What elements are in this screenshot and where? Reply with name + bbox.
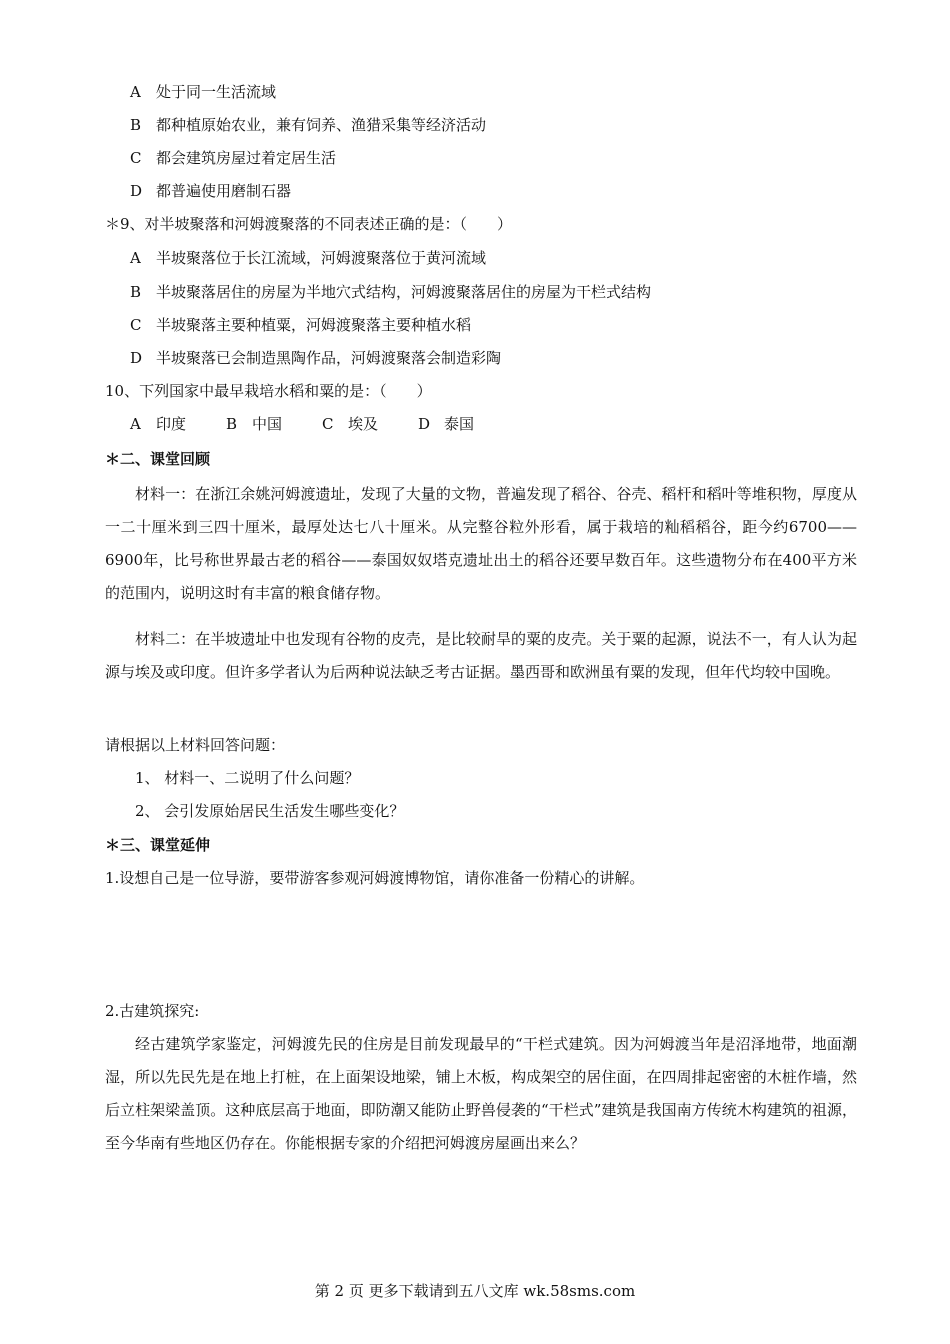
q10-options <box>130 414 514 434</box>
option-letter: B <box>226 415 238 433</box>
section3-task2-body: 经古建筑学家鉴定，河姆渡先民的住房是目前发现最早的“干栏式建筑。因为河姆渡当年是沼泽地带，地面潮湿，所以先民先是在地上打桩，在上面架设地梁，铺上木板，构成架空的居住面，在四周排起密密的木桩作墙，然后立柱架梁盖顶。这种底层高于地面，即防潮又能防止野兽侵袭的“干栏式”建筑是我国南方传统木构建筑的祖源，至今华南有些地区仍存在。你能根据专家的介绍把河姆渡房屋画出来么？ <box>105 1035 857 1152</box>
option-text: 半坡聚落位于长江流域，河姆渡聚落位于黄河流域 <box>156 249 487 267</box>
q8-option-b <box>130 115 486 135</box>
section3-task2-title: 2.古建筑探究: <box>105 1002 200 1020</box>
option-text: 印度 <box>156 415 187 433</box>
q10-stem: 10、下列国家中最早栽培水稻和粟的是：（ ） <box>105 382 432 400</box>
q9-option-b <box>130 282 651 302</box>
q10-option-d <box>418 414 474 434</box>
option-text: 都普遍使用磨制石器 <box>156 182 292 200</box>
option-letter: A <box>130 83 141 101</box>
q8-option-d <box>130 181 291 201</box>
q9-stem: ＊9、对半坡聚落和河姆渡聚落的不同表述正确的是：（ ） <box>105 215 513 233</box>
q9-option-d <box>130 348 501 368</box>
option-letter: C <box>322 415 334 433</box>
option-text: 半坡聚落已会制造黑陶作品，河姆渡聚落会制造彩陶 <box>156 349 502 367</box>
section2-material2: 材料二：在半坡遗址中也发现有谷物的皮壳，是比较耐旱的粟的皮壳。关于粟的起源，说法不一，有人认为起源与埃及或印度。但许多学者认为后两种说法缺乏考古证据。墨西哥和欧洲虽有粟的发现，但年代均较中国晚。 <box>105 630 857 681</box>
section3-task1: 1.设想自己是一位导游，要带游客参观河姆渡博物馆，请你准备一份精心的讲解。 <box>105 869 645 887</box>
option-letter: D <box>418 415 431 433</box>
section2-question-1: 1、 材料一、二说明了什么问题？ <box>135 769 360 787</box>
section2-prompt: 请根据以上材料回答问题： <box>105 736 286 754</box>
page-footer: 第 2 页 更多下载请到五八文库 wk.58sms.com <box>314 1282 636 1300</box>
section2-question-2: 2、 会引发原始居民生活发生哪些变化？ <box>135 802 405 820</box>
option-letter: D <box>130 182 143 200</box>
option-letter: A <box>130 415 141 433</box>
option-letter: B <box>130 283 142 301</box>
option-text: 都种植原始农业，兼有饲养、渔猎采集等经济活动 <box>156 116 487 134</box>
option-text: 都会建筑房屋过着定居生活 <box>156 149 337 167</box>
option-letter: A <box>130 249 141 267</box>
option-text: 中国 <box>252 415 283 433</box>
option-text: 泰国 <box>444 415 475 433</box>
q9-option-a <box>130 248 486 268</box>
q10-option-b <box>226 414 282 434</box>
option-text: 处于同一生活流域 <box>156 83 277 101</box>
q8-option-a <box>130 82 276 102</box>
option-text: 半坡聚落居住的房屋为半地穴式结构，河姆渡聚落居住的房屋为干栏式结构 <box>156 283 652 301</box>
q8-option-c <box>130 148 336 168</box>
section3-heading: ＊三、课堂延伸 <box>105 836 211 854</box>
option-text: 埃及 <box>348 415 379 433</box>
option-letter: B <box>130 116 142 134</box>
q10-option-c <box>322 414 378 434</box>
q9-option-c <box>130 315 471 335</box>
section2-material1: 材料一：在浙江余姚河姆渡遗址，发现了大量的文物，普遍发现了稻谷、谷壳、稻杆和稻叶等堆积物，厚度从一二十厘米到三四十厘米，最厚处达七八十厘米。从完整谷粒外形看，属于栽培的籼稻稻谷，距今约6700——6900年，比号称世界最古老的稻谷——泰国奴奴塔克遗址出土的稻谷还要早数百年。这些遗物分布在400平方米的范围内，说明这时有丰富的粮食储存物。 <box>105 485 857 602</box>
section2-heading: ＊二、课堂回顾 <box>105 450 211 468</box>
q10-option-a <box>130 414 186 434</box>
option-letter: C <box>130 316 142 334</box>
option-text: 半坡聚落主要种植粟，河姆渡聚落主要种植水稻 <box>156 316 472 334</box>
option-letter: C <box>130 149 142 167</box>
option-letter: D <box>130 349 143 367</box>
